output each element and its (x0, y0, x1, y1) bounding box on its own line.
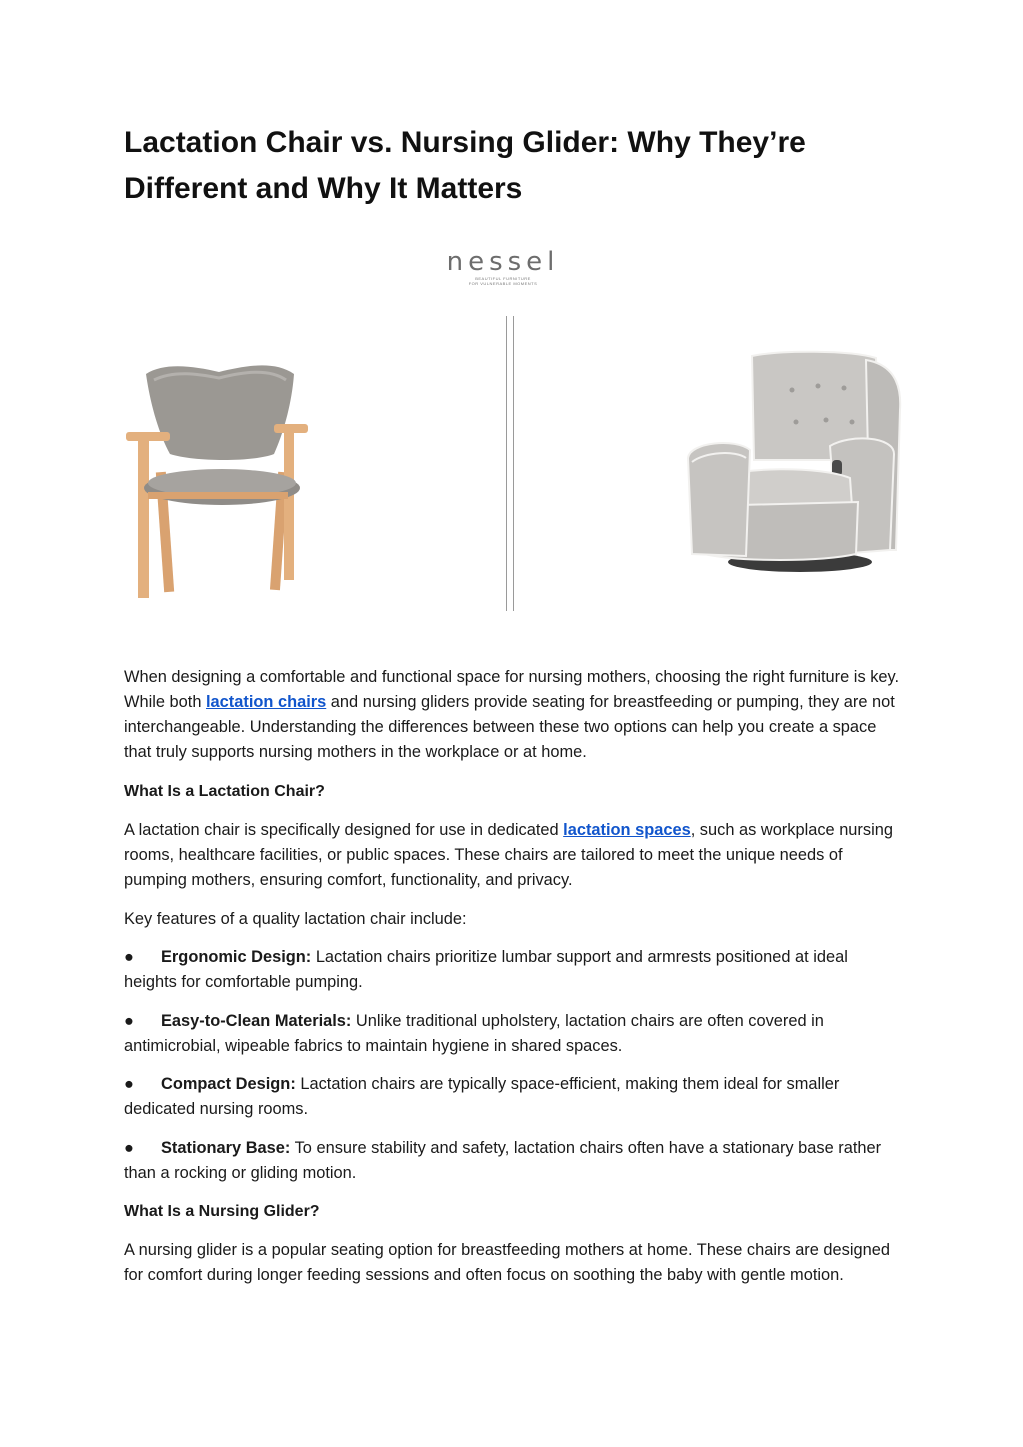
feature-label: Easy-to-Clean Materials: (161, 1012, 352, 1030)
nursing-glider-image (680, 350, 904, 580)
feature-text: Lactation chairs are typically space-efficient, making them ideal for smaller dedicated nursing rooms. (124, 1075, 840, 1118)
section-heading-lactation-chair: What Is a Lactation Chair? (124, 783, 325, 800)
section2-paragraph: A nursing glider is a popular seating option for breastfeeding mothers at home. These chairs are designed for comfort during longer feeding sessions and often focus on soothing the baby with gentle motion. (124, 1241, 890, 1284)
comparison-figure (124, 212, 904, 622)
brand-name: nessel (446, 247, 560, 277)
feature-label: Stationary Base: (161, 1139, 291, 1157)
bullet-icon: ● (124, 1075, 134, 1093)
section-heading-nursing-glider: What Is a Nursing Glider? (124, 1203, 320, 1220)
section1-text-2: , such as workplace nursing rooms, healthcare facilities, or public spaces. These chairs are tailored to meet the unique needs of pumping mothers, ensuring comfort, functionality, and privacy. (124, 821, 893, 889)
nessel-logo (444, 248, 562, 286)
feature-label: Ergonomic Design: (161, 948, 312, 966)
feature-text: To ensure stability and safety, lactation chairs often have a stationary base rather than a rocking or gliding motion. (124, 1139, 882, 1182)
feature-label: Compact Design: (161, 1075, 296, 1093)
article-title: Lactation Chair vs. Nursing Glider: Why They’re Different and Why It Matters (124, 126, 806, 205)
bullet-icon: ● (124, 948, 134, 966)
bullet-icon: ● (124, 1139, 134, 1157)
bullet-icon: ● (124, 1012, 134, 1030)
intro-paragraph (124, 665, 904, 765)
lactation-chairs-link[interactable]: lactation chairs (206, 693, 327, 711)
feature-item (124, 1009, 904, 1059)
intro-text-2: and nursing gliders provide seating for breastfeeding or pumping, they are not interchangeable. Understanding the differences between these two options can help you create a space that truly supports nursing mothers in the workplace or at home. (124, 693, 895, 761)
feature-item (124, 1136, 904, 1186)
feature-text: Unlike traditional upholstery, lactation chairs are often covered in antimicrobial, wipeable fabrics to maintain hygiene in shared spaces. (124, 1012, 824, 1055)
brand-tagline-2: FOR VULNERABLE MOMENTS (468, 281, 538, 286)
brand-tagline-1: BEAUTIFUL FURNITURE (475, 276, 531, 281)
feature-text: Lactation chairs prioritize lumbar support and armrests positioned at ideal heights for comfortable pumping. (124, 948, 848, 991)
feature-item (124, 1072, 904, 1122)
section1-text-1: A lactation chair is specifically designed for use in dedicated (124, 821, 564, 839)
section1-paragraph (124, 818, 904, 893)
lactation-chair-image (124, 362, 314, 602)
features-intro: Key features of a quality lactation chair include: (124, 910, 467, 928)
intro-text-1: When designing a comfortable and functional space for nursing mothers, choosing the right furniture is key. While both (124, 668, 900, 711)
feature-item (124, 945, 904, 995)
figure-divider (506, 316, 514, 611)
lactation-spaces-link[interactable]: lactation spaces (563, 821, 691, 839)
